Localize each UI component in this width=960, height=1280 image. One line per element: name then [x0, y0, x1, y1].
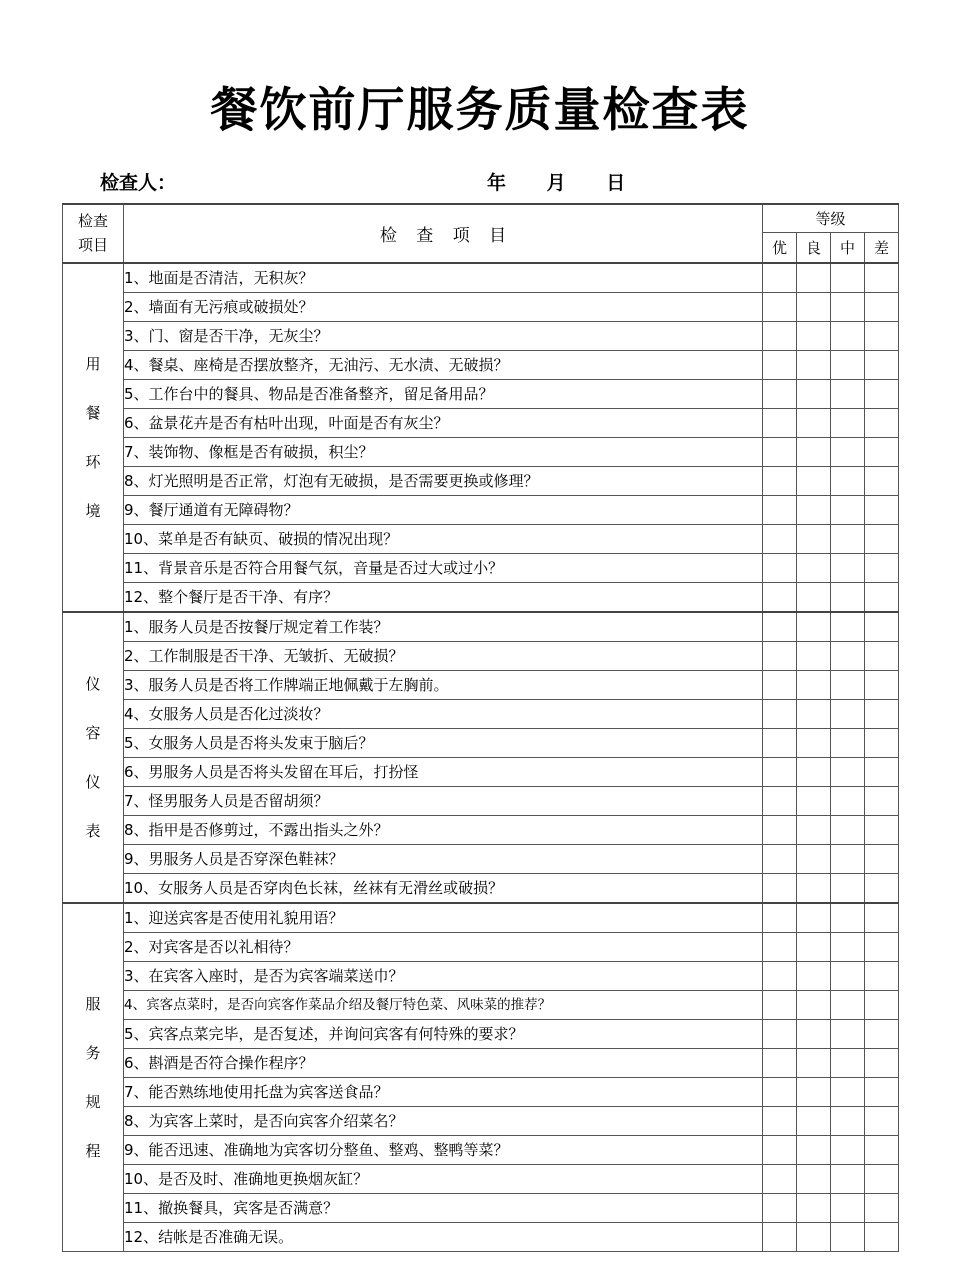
- grade-cell-excellent[interactable]: [763, 438, 797, 467]
- grade-cell-excellent[interactable]: [763, 1194, 797, 1223]
- category-cell-3: [63, 903, 124, 1252]
- category-char: 务: [85, 1043, 101, 1062]
- header-grade-excellent: 优: [763, 233, 797, 264]
- grade-cell-excellent[interactable]: [763, 409, 797, 438]
- grade-cell-poor[interactable]: [865, 409, 899, 438]
- table-row: [63, 351, 899, 380]
- table-body: [63, 263, 899, 1252]
- table-row: [63, 1136, 899, 1165]
- grade-cell-good[interactable]: [797, 438, 831, 467]
- grade-cell-excellent[interactable]: [763, 729, 797, 758]
- table-row: [63, 1049, 899, 1078]
- date-day-label: 日: [606, 172, 626, 194]
- category-label-stack: [63, 660, 123, 856]
- grade-cell-excellent[interactable]: [763, 874, 797, 904]
- grade-cell-poor[interactable]: [865, 583, 899, 613]
- grade-cell-poor[interactable]: [865, 991, 899, 1020]
- grade-cell-poor[interactable]: [865, 322, 899, 351]
- grade-cell-good[interactable]: [797, 787, 831, 816]
- check-item-text: 11、背景音乐是否符合用餐气氛，音量是否过大或过小？: [124, 554, 763, 583]
- grade-cell-excellent[interactable]: [763, 351, 797, 380]
- grade-cell-fair[interactable]: [831, 438, 865, 467]
- grade-cell-good[interactable]: [797, 874, 831, 904]
- grade-cell-fair[interactable]: [831, 263, 865, 293]
- grade-cell-excellent[interactable]: [763, 322, 797, 351]
- grade-cell-fair[interactable]: [831, 1078, 865, 1107]
- table-row: [63, 1165, 899, 1194]
- grade-cell-excellent[interactable]: [763, 642, 797, 671]
- check-item-text: 3、在宾客入座时，是否为宾客端菜送巾？: [124, 962, 763, 991]
- table-row: [63, 700, 899, 729]
- grade-cell-poor[interactable]: [865, 263, 899, 293]
- grade-cell-fair[interactable]: [831, 322, 865, 351]
- grade-cell-good[interactable]: [797, 845, 831, 874]
- check-item-text: 11、撤换餐具，宾客是否满意？: [124, 1194, 763, 1223]
- category-char: 程: [85, 1141, 101, 1160]
- table-row: [63, 554, 899, 583]
- grade-cell-fair[interactable]: [831, 467, 865, 496]
- grade-cell-good[interactable]: [797, 758, 831, 787]
- check-item-text: 7、能否熟练地使用托盘为宾客送食品？: [124, 1078, 763, 1107]
- grade-cell-fair[interactable]: [831, 612, 865, 642]
- table-row: [63, 1223, 899, 1252]
- check-item-text: 8、为宾客上菜时，是否向宾客介绍菜名？: [124, 1107, 763, 1136]
- grade-cell-excellent[interactable]: [763, 787, 797, 816]
- category-char: 服: [85, 994, 101, 1013]
- check-item-text: 8、指甲是否修剪过，不露出指头之外？: [124, 816, 763, 845]
- grade-cell-good[interactable]: [797, 1223, 831, 1252]
- header-category-line2: 项目: [77, 235, 108, 254]
- grade-cell-excellent[interactable]: [763, 380, 797, 409]
- category-char: 境: [85, 501, 101, 520]
- grade-cell-excellent[interactable]: [763, 1107, 797, 1136]
- grade-cell-good[interactable]: [797, 1194, 831, 1223]
- table-row: [63, 1194, 899, 1223]
- grade-cell-poor[interactable]: [865, 816, 899, 845]
- grade-cell-fair[interactable]: [831, 903, 865, 933]
- grade-cell-fair[interactable]: [831, 293, 865, 322]
- grade-cell-poor[interactable]: [865, 874, 899, 904]
- grade-cell-good[interactable]: [797, 991, 831, 1020]
- check-item-text: 6、盆景花卉是否有枯叶出现，叶面是否有灰尘？: [124, 409, 763, 438]
- grade-cell-fair[interactable]: [831, 351, 865, 380]
- grade-cell-fair[interactable]: [831, 700, 865, 729]
- table-header: [63, 204, 899, 263]
- table-row: [63, 758, 899, 787]
- date-year-label: 年: [487, 172, 507, 194]
- grade-cell-excellent[interactable]: [763, 467, 797, 496]
- grade-cell-poor[interactable]: [865, 380, 899, 409]
- grade-cell-good[interactable]: [797, 1078, 831, 1107]
- check-item-text: 2、工作制服是否干净、无皱折、无破损？: [124, 642, 763, 671]
- grade-cell-poor[interactable]: [865, 1049, 899, 1078]
- grade-cell-good[interactable]: [797, 671, 831, 700]
- grade-cell-fair[interactable]: [831, 642, 865, 671]
- table-row: [63, 496, 899, 525]
- table-row: [63, 962, 899, 991]
- grade-cell-poor[interactable]: [865, 467, 899, 496]
- category-label-stack: [63, 340, 123, 536]
- grade-cell-good[interactable]: [797, 962, 831, 991]
- grade-cell-excellent[interactable]: [763, 293, 797, 322]
- table-row: [63, 845, 899, 874]
- grade-cell-fair[interactable]: [831, 496, 865, 525]
- grade-cell-excellent[interactable]: [763, 1078, 797, 1107]
- grade-cell-poor[interactable]: [865, 1223, 899, 1252]
- category-char: 餐: [85, 403, 101, 422]
- grade-cell-poor[interactable]: [865, 496, 899, 525]
- grade-cell-fair[interactable]: [831, 845, 865, 874]
- category-char: 仪: [85, 674, 101, 693]
- check-item-text: 3、服务人员是否将工作牌端正地佩戴于左胸前。: [124, 671, 763, 700]
- grade-cell-fair[interactable]: [831, 933, 865, 962]
- grade-cell-fair[interactable]: [831, 1223, 865, 1252]
- grade-cell-good[interactable]: [797, 1020, 831, 1049]
- grade-cell-fair[interactable]: [831, 1107, 865, 1136]
- check-item-text: 4、女服务人员是否化过淡妆？: [124, 700, 763, 729]
- grade-cell-poor[interactable]: [865, 845, 899, 874]
- grade-cell-poor[interactable]: [865, 1165, 899, 1194]
- grade-cell-fair[interactable]: [831, 816, 865, 845]
- category-cell-1: [63, 263, 124, 612]
- grade-cell-good[interactable]: [797, 612, 831, 642]
- grade-cell-poor[interactable]: [865, 554, 899, 583]
- check-item-text: 12、整个餐厅是否干净、有序？: [124, 583, 763, 613]
- header-grade-fair: 中: [831, 233, 865, 264]
- grade-cell-good[interactable]: [797, 467, 831, 496]
- header-grade-group: 等级: [763, 204, 899, 233]
- check-item-text: 2、对宾客是否以礼相待？: [124, 933, 763, 962]
- grade-cell-good[interactable]: [797, 700, 831, 729]
- grade-cell-fair[interactable]: [831, 1165, 865, 1194]
- table-row: [63, 438, 899, 467]
- grade-cell-good[interactable]: [797, 554, 831, 583]
- table-row: [63, 1020, 899, 1049]
- grade-cell-good[interactable]: [797, 293, 831, 322]
- grade-cell-good[interactable]: [797, 903, 831, 933]
- grade-cell-poor[interactable]: [865, 642, 899, 671]
- grade-cell-excellent[interactable]: [763, 612, 797, 642]
- grade-cell-fair[interactable]: [831, 1136, 865, 1165]
- check-item-text: 5、宾客点菜完毕，是否复述，并询问宾客有何特殊的要求？: [124, 1020, 763, 1049]
- header-grade-poor: 差: [865, 233, 899, 264]
- grade-cell-fair[interactable]: [831, 409, 865, 438]
- grade-cell-poor[interactable]: [865, 438, 899, 467]
- table-row: [63, 263, 899, 293]
- table-row: [63, 787, 899, 816]
- date-month-label: 月: [546, 172, 566, 194]
- category-char: 表: [85, 821, 101, 840]
- grade-cell-excellent[interactable]: [763, 583, 797, 613]
- grade-cell-poor[interactable]: [865, 729, 899, 758]
- grade-cell-excellent[interactable]: [763, 496, 797, 525]
- table-row: [63, 583, 899, 613]
- grade-cell-excellent[interactable]: [763, 933, 797, 962]
- page-title: 餐饮前厅服务质量检查表: [210, 83, 750, 138]
- grade-cell-fair[interactable]: [831, 671, 865, 700]
- category-char: 用: [85, 354, 101, 373]
- check-item-text: 1、地面是否清洁，无积灰？: [124, 263, 763, 293]
- table-row: [63, 671, 899, 700]
- grade-cell-fair[interactable]: [831, 729, 865, 758]
- grade-cell-excellent[interactable]: [763, 816, 797, 845]
- grade-cell-fair[interactable]: [831, 554, 865, 583]
- check-item-text: 9、男服务人员是否穿深色鞋袜？: [124, 845, 763, 874]
- grade-cell-good[interactable]: [797, 496, 831, 525]
- table-row: [63, 642, 899, 671]
- grade-cell-poor[interactable]: [865, 1194, 899, 1223]
- check-item-text: 9、能否迅速、准确地为宾客切分整鱼、整鸡、整鸭等菜？: [124, 1136, 763, 1165]
- grade-cell-poor[interactable]: [865, 962, 899, 991]
- check-item-text: 7、怪男服务人员是否留胡须？: [124, 787, 763, 816]
- table-row: [63, 525, 899, 554]
- grade-cell-good[interactable]: [797, 525, 831, 554]
- table-row: [63, 467, 899, 496]
- check-item-text: 8、灯光照明是否正常，灯泡有无破损，是否需要更换或修理？: [124, 467, 763, 496]
- grade-cell-poor[interactable]: [865, 787, 899, 816]
- grade-cell-poor[interactable]: [865, 1078, 899, 1107]
- table-row: [63, 903, 899, 933]
- table-row: [63, 874, 899, 904]
- grade-cell-excellent[interactable]: [763, 845, 797, 874]
- check-item-text: 10、菜单是否有缺页、破损的情况出现？: [124, 525, 763, 554]
- table-row: [63, 293, 899, 322]
- grade-cell-poor[interactable]: [865, 700, 899, 729]
- grade-cell-excellent[interactable]: [763, 1223, 797, 1252]
- header-category-column: [63, 204, 124, 263]
- grade-cell-excellent[interactable]: [763, 700, 797, 729]
- form-meta-line: [62, 168, 898, 196]
- check-item-text: 4、宾客点菜时，是否向宾客作菜品介绍及餐厅特色菜、风味菜的推荐？: [124, 991, 763, 1020]
- grade-cell-fair[interactable]: [831, 1194, 865, 1223]
- table-row: [63, 1107, 899, 1136]
- check-item-text: 1、迎送宾客是否使用礼貌用语？: [124, 903, 763, 933]
- grade-cell-excellent[interactable]: [763, 962, 797, 991]
- grade-cell-poor[interactable]: [865, 1136, 899, 1165]
- check-item-text: 2、墙面有无污痕或破损处？: [124, 293, 763, 322]
- check-item-text: 10、女服务人员是否穿肉色长袜，丝袜有无滑丝或破损？: [124, 874, 763, 904]
- inspection-table: [62, 203, 899, 1252]
- table-row: [63, 380, 899, 409]
- grade-cell-excellent[interactable]: [763, 903, 797, 933]
- grade-cell-poor[interactable]: [865, 933, 899, 962]
- grade-cell-excellent[interactable]: [763, 1020, 797, 1049]
- grade-cell-excellent[interactable]: [763, 758, 797, 787]
- grade-cell-fair[interactable]: [831, 380, 865, 409]
- category-char: 容: [85, 723, 101, 742]
- grade-cell-good[interactable]: [797, 351, 831, 380]
- category-label-stack: [63, 980, 123, 1176]
- table-row: [63, 729, 899, 758]
- table-row: [63, 409, 899, 438]
- grade-cell-fair[interactable]: [831, 787, 865, 816]
- grade-cell-poor[interactable]: [865, 351, 899, 380]
- grade-cell-fair[interactable]: [831, 525, 865, 554]
- check-item-text: 5、工作台中的餐具、物品是否准备整齐，留足备用品？: [124, 380, 763, 409]
- grade-cell-excellent[interactable]: [763, 554, 797, 583]
- grade-cell-good[interactable]: [797, 1049, 831, 1078]
- grade-cell-poor[interactable]: [865, 293, 899, 322]
- grade-cell-excellent[interactable]: [763, 525, 797, 554]
- check-item-text: 1、服务人员是否按餐厅规定着工作装？: [124, 612, 763, 642]
- grade-cell-poor[interactable]: [865, 1107, 899, 1136]
- grade-cell-excellent[interactable]: [763, 1165, 797, 1194]
- grade-cell-fair[interactable]: [831, 874, 865, 904]
- table-row: [63, 322, 899, 351]
- grade-cell-fair[interactable]: [831, 962, 865, 991]
- check-item-text: 5、女服务人员是否将头发束于脑后？: [124, 729, 763, 758]
- grade-cell-fair[interactable]: [831, 758, 865, 787]
- check-item-text: 12、结帐是否准确无误。: [124, 1223, 763, 1252]
- grade-cell-excellent[interactable]: [763, 1049, 797, 1078]
- inspector-label: 检查人：: [100, 172, 177, 194]
- grade-cell-good[interactable]: [797, 1107, 831, 1136]
- check-item-text: 7、装饰物、像框是否有破损，积尘？: [124, 438, 763, 467]
- grade-cell-good[interactable]: [797, 642, 831, 671]
- grade-cell-fair[interactable]: [831, 583, 865, 613]
- grade-cell-good[interactable]: [797, 322, 831, 351]
- grade-cell-excellent[interactable]: [763, 1136, 797, 1165]
- grade-cell-good[interactable]: [797, 380, 831, 409]
- grade-cell-good[interactable]: [797, 933, 831, 962]
- grade-cell-good[interactable]: [797, 583, 831, 613]
- check-item-text: 10、是否及时、准确地更换烟灰缸？: [124, 1165, 763, 1194]
- check-item-text: 9、餐厅通道有无障碍物？: [124, 496, 763, 525]
- grade-cell-poor[interactable]: [865, 612, 899, 642]
- check-item-text: 6、男服务人员是否将头发留在耳后，打扮怪: [124, 758, 763, 787]
- grade-cell-fair[interactable]: [831, 1020, 865, 1049]
- grade-cell-poor[interactable]: [865, 671, 899, 700]
- category-char: 仪: [85, 772, 101, 791]
- date-fields: [487, 168, 625, 195]
- header-item-column: 检 查 项 目: [124, 204, 763, 263]
- grade-cell-poor[interactable]: [865, 525, 899, 554]
- grade-cell-poor[interactable]: [865, 1020, 899, 1049]
- grade-cell-excellent[interactable]: [763, 263, 797, 293]
- grade-cell-excellent[interactable]: [763, 671, 797, 700]
- grade-cell-poor[interactable]: [865, 758, 899, 787]
- grade-cell-fair[interactable]: [831, 1049, 865, 1078]
- check-item-text: 6、斟酒是否符合操作程序？: [124, 1049, 763, 1078]
- check-item-text: 3、门、窗是否干净，无灰尘？: [124, 322, 763, 351]
- category-char: 规: [85, 1092, 101, 1111]
- table-row: [63, 933, 899, 962]
- grade-cell-good[interactable]: [797, 816, 831, 845]
- header-category-line1: 检查: [77, 212, 108, 231]
- grade-cell-good[interactable]: [797, 1165, 831, 1194]
- table-row: [63, 1078, 899, 1107]
- grade-cell-good[interactable]: [797, 1136, 831, 1165]
- table-row: [63, 816, 899, 845]
- category-cell-2: [63, 612, 124, 903]
- header-grade-good: 良: [797, 233, 831, 264]
- grade-cell-good[interactable]: [797, 729, 831, 758]
- grade-cell-good[interactable]: [797, 263, 831, 293]
- grade-cell-excellent[interactable]: [763, 991, 797, 1020]
- grade-cell-good[interactable]: [797, 409, 831, 438]
- grade-cell-poor[interactable]: [865, 903, 899, 933]
- category-char: 环: [85, 452, 101, 471]
- check-item-text: 4、餐桌、座椅是否摆放整齐，无油污、无水渍、无破损？: [124, 351, 763, 380]
- table-row: [63, 612, 899, 642]
- grade-cell-fair[interactable]: [831, 991, 865, 1020]
- table-row: [63, 991, 899, 1020]
